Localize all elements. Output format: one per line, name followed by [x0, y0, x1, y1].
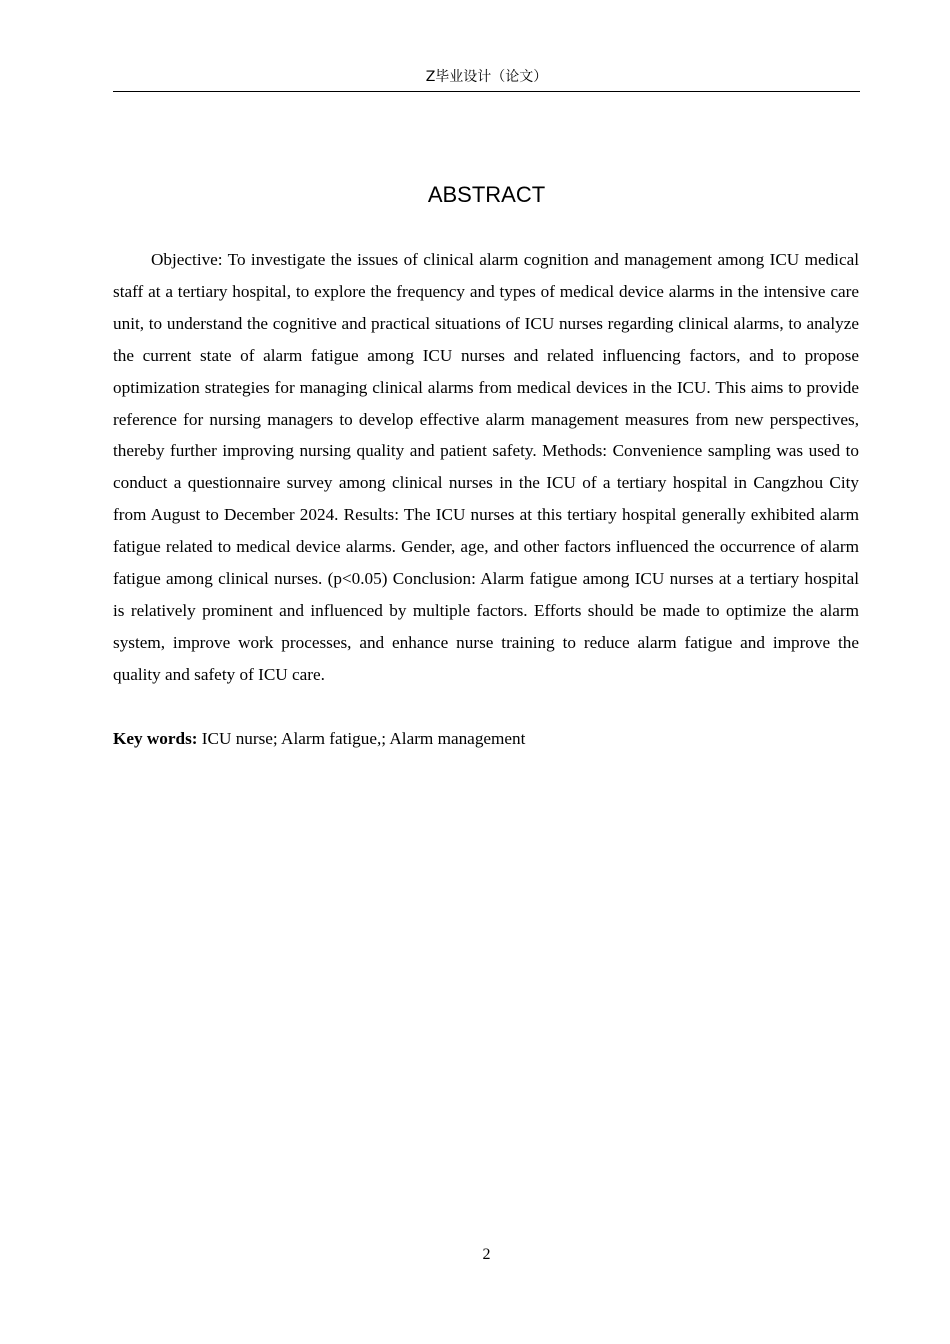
running-title: Z毕业设计（论文）	[425, 69, 548, 85]
abstract-title: ABSTRACT	[427, 182, 546, 207]
abstract-body: Objective: To investigate the issues of clinical alarm cognition and management among ICU medical staff at a tertiary hospital, to explore the frequency and types of medical device alarms in the intensive care unit, to understand the cognitive and practical situations of ICU nurses regarding clinical alarms, to analyze the current state of alarm fatigue among ICU nurses and related influencing factors, and to propose optimization strategies for managing clinical alarms from medical devices in the ICU. This aims to provide reference for nursing managers to develop effective alarm management measures from new perspectives, thereby further improving nursing quality and patient safety. Methods: Convenience sampling was used to conduct a questionnaire survey among clinical nurses in the ICU of a tertiary hospital in Cangzhou City from August to December 2024. Results: The ICU nurses at this tertiary hospital generally exhibited alarm fatigue related to medical device alarms. Gender, age, and other factors influenced the occurrence of alarm fatigue among clinical nurses. (p<0.05) Conclusion: Alarm fatigue among ICU nurses at a tertiary hospital is relatively prominent and influenced by multiple factors. Efforts should be made to optimize the alarm system, improve work processes, and enhance nurse training to reduce alarm fatigue and improve the quality and safety of ICU care.	[113, 250, 859, 684]
page-number: 2	[482, 1246, 491, 1263]
keywords-text: ICU nurse; Alarm fatigue,; Alarm management	[197, 729, 526, 748]
page-header	[113, 66, 860, 92]
keywords-label: Key words:	[113, 729, 198, 748]
keywords-line	[113, 723, 859, 755]
